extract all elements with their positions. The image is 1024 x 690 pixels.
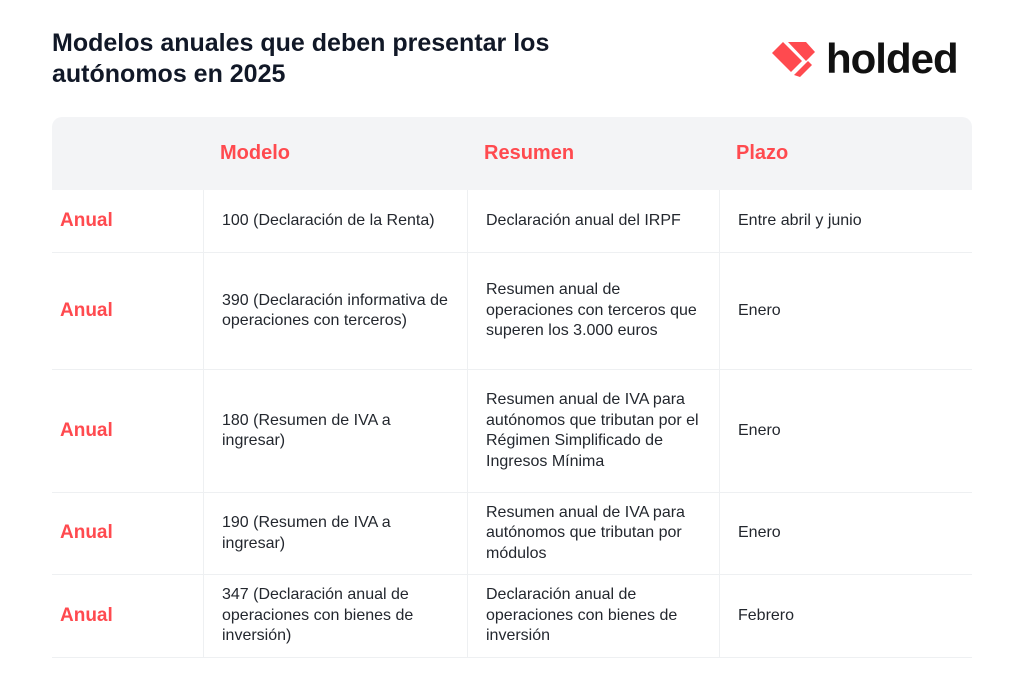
plazo-cell: Entre abril y junio xyxy=(738,211,862,229)
models-table xyxy=(52,117,972,658)
table-row xyxy=(52,493,972,575)
header-plazo: Plazo xyxy=(736,142,789,164)
frequency-cell: Anual xyxy=(52,190,204,252)
table-row xyxy=(52,575,972,658)
holded-logo xyxy=(770,35,958,82)
resumen-cell: Resumen anual de IVA para autónomos que tributan por módulos xyxy=(468,493,720,574)
modelo-cell: 180 (Resumen de IVA a ingresar) xyxy=(204,370,468,492)
frequency-cell: Anual xyxy=(52,370,204,492)
modelo-cell: 347 (Declaración anual de operaciones con bienes de inversión) xyxy=(204,575,468,657)
table-row xyxy=(52,190,972,253)
resumen-cell: Resumen anual de operaciones con terceros que superen los 3.000 euros xyxy=(468,253,720,369)
modelo-cell: 100 (Declaración de la Renta) xyxy=(204,190,468,252)
table-header xyxy=(52,117,972,190)
resumen-cell: Declaración anual del IRPF xyxy=(468,190,720,252)
resumen-cell: Declaración anual de operaciones con bienes de inversión xyxy=(468,575,720,657)
logo-wordmark: holded xyxy=(826,35,958,82)
table-row xyxy=(52,370,972,493)
header-resumen: Resumen xyxy=(484,142,575,164)
plazo-cell: Febrero xyxy=(738,606,795,624)
header-modelo: Modelo xyxy=(220,142,290,164)
resumen-cell: Resumen anual de IVA para autónomos que tributan por el Régimen Simplificado de Ingresos Mínima xyxy=(468,370,720,492)
holded-logo-icon xyxy=(770,39,816,79)
page-title: Modelos anuales que deben presentar los autónomos en 2025 xyxy=(52,29,550,88)
modelo-cell: 190 (Resumen de IVA a ingresar) xyxy=(204,493,468,574)
frequency-cell: Anual xyxy=(52,253,204,369)
modelo-cell: 390 (Declaración informativa de operaciones con terceros) xyxy=(204,253,468,369)
plazo-cell: Enero xyxy=(738,301,781,319)
frequency-cell: Anual xyxy=(52,493,204,574)
plazo-cell: Enero xyxy=(738,421,781,439)
table-row xyxy=(52,253,972,370)
plazo-cell: Enero xyxy=(738,524,781,542)
frequency-cell: Anual xyxy=(52,575,204,657)
